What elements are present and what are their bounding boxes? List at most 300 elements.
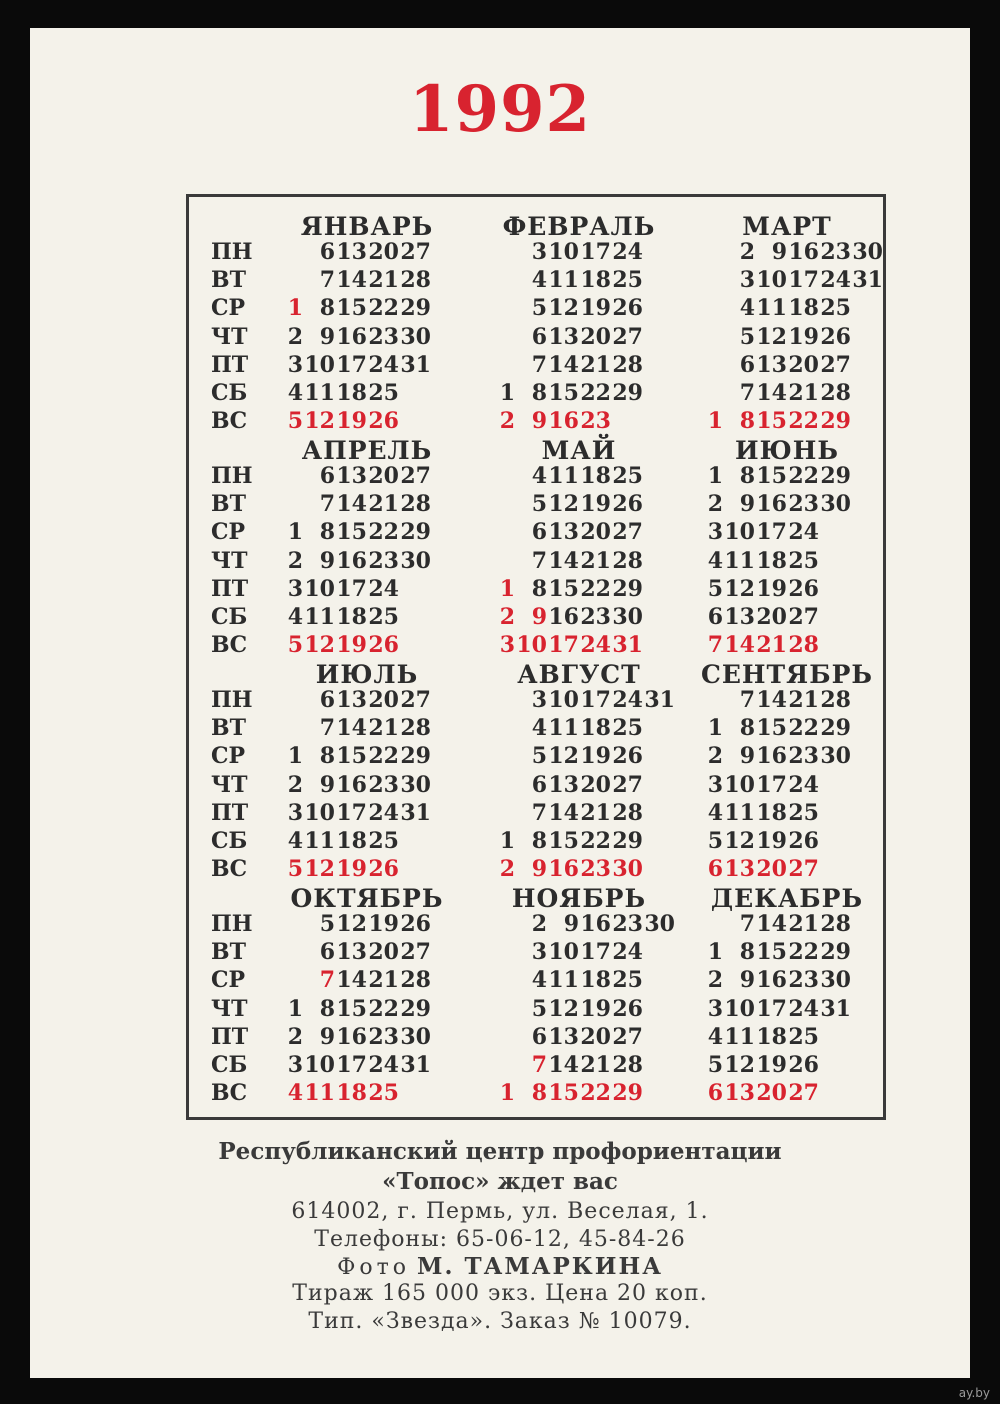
day-number: 5 (707, 828, 723, 854)
day-number: 23 (580, 408, 611, 435)
day-number: 25 (612, 715, 643, 742)
day-number: 13 (724, 856, 755, 883)
day-number: 7 (531, 799, 547, 826)
month-name: ДЕКАБРЬ (710, 884, 864, 913)
day-number: 26 (820, 323, 851, 350)
day-number: 20 (580, 771, 611, 798)
day-number: 5 (287, 408, 303, 435)
day-number: 27 (400, 463, 431, 489)
day-number: 16 (756, 743, 787, 770)
day-number: 8 (531, 380, 547, 406)
weekday-label: ВТ (211, 267, 246, 294)
day-number: 19 (580, 295, 611, 322)
day-number: 22 (788, 408, 819, 435)
day-number: 14 (756, 911, 787, 937)
day-number: 11 (724, 1023, 755, 1050)
day-number: 28 (400, 967, 431, 994)
day-number: 23 (788, 743, 819, 770)
day-number: 22 (788, 715, 819, 742)
day-number: 23 (580, 856, 611, 883)
day-number: 30 (612, 604, 643, 630)
day-number: 24 (788, 519, 819, 546)
day-number: 21 (788, 380, 819, 406)
weekday-label: ПТ (211, 575, 249, 602)
day-number: 16 (756, 967, 787, 994)
day-number: 25 (612, 267, 643, 294)
day-number: 27 (788, 856, 819, 883)
day-number: 26 (400, 911, 431, 937)
day-number: 10 (304, 575, 335, 602)
day-number: 18 (756, 1023, 787, 1050)
day-number: 19 (756, 575, 787, 602)
day-number: 11 (304, 380, 335, 406)
day-number: 6 (707, 604, 723, 630)
day-number: 18 (336, 828, 367, 854)
day-number: 3 (531, 239, 547, 265)
month-block (697, 211, 905, 437)
day-number: 2 (707, 491, 723, 518)
day-number: 1 (499, 380, 515, 406)
month-name: АВГУСТ (517, 660, 641, 689)
month-name: МАЙ (541, 436, 617, 465)
day-number: 24 (788, 995, 819, 1022)
day-number: 5 (287, 632, 303, 659)
day-number: 23 (788, 967, 819, 994)
day-number: 15 (336, 295, 367, 322)
day-number: 26 (788, 1052, 819, 1078)
day-number: 10 (304, 1052, 335, 1078)
month-block (277, 883, 453, 1109)
day-number: 8 (739, 939, 755, 966)
day-number: 16 (788, 239, 819, 265)
day-number: 25 (368, 828, 399, 854)
day-number: 5 (739, 323, 755, 350)
day-number: 5 (531, 995, 547, 1022)
day-number: 5 (707, 575, 723, 602)
month-name: НОЯБРЬ (511, 884, 647, 913)
day-number: 18 (336, 380, 367, 406)
day-number: 13 (336, 687, 367, 713)
month-name: СЕНТЯБРЬ (700, 660, 873, 689)
day-number: 1 (287, 743, 303, 770)
day-number: 2 (499, 856, 515, 883)
day-number: 11 (548, 463, 579, 489)
day-number: 6 (707, 1080, 723, 1107)
day-number: 27 (400, 239, 431, 265)
day-number: 4 (707, 1023, 723, 1050)
month-block (697, 883, 873, 1109)
day-number: 10 (724, 519, 755, 546)
day-number: 11 (304, 828, 335, 854)
day-number: 9 (319, 323, 335, 350)
day-number: 12 (724, 1052, 755, 1078)
day-number: 27 (788, 604, 819, 630)
day-number: 13 (756, 351, 787, 378)
day-number: 13 (548, 519, 579, 546)
weekday-label: ВТ (211, 715, 246, 742)
day-number: 11 (304, 1080, 335, 1107)
day-number: 9 (531, 856, 547, 883)
month-name: ОКТЯБРЬ (290, 884, 444, 913)
day-number: 10 (304, 351, 335, 378)
day-number: 4 (707, 547, 723, 574)
day-number: 10 (548, 939, 579, 966)
day-number: 31 (852, 267, 883, 294)
footer-photo-line (30, 1253, 970, 1282)
day-number: 3 (707, 771, 723, 798)
day-number: 21 (580, 351, 611, 378)
day-number: 11 (548, 715, 579, 742)
day-number: 27 (612, 1023, 643, 1050)
day-number: 4 (531, 267, 547, 294)
calendar-card (30, 28, 970, 1378)
day-number: 26 (612, 743, 643, 770)
day-number: 3 (531, 687, 547, 713)
day-number: 6 (531, 771, 547, 798)
day-number: 18 (580, 463, 611, 489)
day-number: 22 (580, 828, 611, 854)
day-number: 20 (368, 687, 399, 713)
day-number: 19 (580, 743, 611, 770)
day-number: 15 (548, 828, 579, 854)
weekday-label: ЧТ (211, 547, 248, 574)
day-number: 3 (287, 575, 303, 602)
day-number: 28 (400, 267, 431, 294)
weekday-label: СР (211, 295, 246, 322)
weekday-label: СР (211, 743, 246, 770)
day-number: 13 (336, 463, 367, 489)
day-number: 23 (612, 911, 643, 937)
day-number: 20 (756, 604, 787, 630)
weekday-label: ПТ (211, 799, 249, 826)
weekday-label: ВТ (211, 491, 246, 518)
quarter-row (189, 435, 889, 661)
day-number: 12 (548, 491, 579, 518)
day-number: 18 (788, 295, 819, 322)
day-number: 26 (612, 995, 643, 1022)
day-number: 11 (548, 967, 579, 994)
year-title: 1992 (408, 72, 592, 147)
footer-print-run-line: Тираж 165 000 экз. Цена 20 коп. (292, 1281, 708, 1306)
day-number: 6 (319, 463, 335, 489)
day-number: 28 (788, 632, 819, 659)
day-number: 22 (580, 575, 611, 602)
day-number: 13 (724, 604, 755, 630)
day-number: 20 (368, 939, 399, 966)
day-number: 1 (499, 575, 515, 602)
day-number: 5 (531, 491, 547, 518)
day-number: 4 (287, 380, 303, 406)
day-number: 22 (368, 995, 399, 1022)
day-number: 5 (319, 911, 335, 937)
day-number: 2 (707, 743, 723, 770)
day-number: 31 (400, 1052, 431, 1078)
day-number: 29 (820, 463, 851, 489)
day-number: 8 (531, 575, 547, 602)
day-number: 14 (548, 547, 579, 574)
day-number: 1 (287, 519, 303, 546)
day-number: 31 (644, 687, 675, 713)
day-number: 20 (756, 1080, 787, 1107)
day-number: 18 (580, 715, 611, 742)
day-number: 4 (739, 295, 755, 322)
day-number: 5 (287, 856, 303, 883)
day-number: 28 (820, 380, 851, 406)
weekday-label: ВС (211, 1080, 248, 1107)
day-number: 25 (612, 463, 643, 489)
day-number: 9 (531, 408, 547, 435)
day-number: 29 (400, 519, 431, 546)
day-number: 26 (612, 295, 643, 322)
day-number: 6 (319, 939, 335, 966)
day-number: 19 (336, 856, 367, 883)
day-number: 28 (612, 351, 643, 378)
watermark: ay.by (958, 1386, 990, 1400)
weekday-label: ВС (211, 856, 248, 883)
day-number: 21 (580, 1052, 611, 1078)
day-number: 20 (788, 351, 819, 378)
day-number: 12 (336, 911, 367, 937)
day-number: 26 (368, 408, 399, 435)
day-number: 9 (563, 911, 579, 937)
weekday-label: ВС (211, 632, 248, 659)
day-number: 24 (612, 687, 643, 713)
day-number: 2 (499, 604, 515, 630)
day-number: 10 (548, 687, 579, 713)
day-number: 20 (580, 1023, 611, 1050)
day-number: 8 (531, 1080, 547, 1107)
day-number: 11 (756, 295, 787, 322)
day-number: 2 (739, 239, 755, 265)
day-number: 4 (287, 604, 303, 630)
day-number: 21 (788, 911, 819, 937)
day-number: 13 (336, 939, 367, 966)
day-number: 23 (368, 323, 399, 350)
weekday-label: ПТ (211, 1023, 249, 1050)
weekday-label: ПН (211, 911, 253, 937)
day-number: 7 (319, 491, 335, 518)
day-number: 4 (531, 715, 547, 742)
day-number: 15 (336, 995, 367, 1022)
day-number: 23 (788, 491, 819, 518)
day-number: 26 (368, 632, 399, 659)
month-name: ЯНВАРЬ (300, 212, 434, 241)
day-number: 15 (756, 939, 787, 966)
day-number: 7 (531, 547, 547, 574)
day-number: 28 (820, 687, 851, 713)
day-number: 9 (531, 604, 547, 630)
day-number: 15 (756, 463, 787, 489)
footer-address-line: 614002, г. Пермь, ул. Веселая, 1. (291, 1199, 709, 1224)
day-number: 11 (724, 547, 755, 574)
day-number: 29 (400, 995, 431, 1022)
day-number: 29 (612, 1080, 643, 1107)
day-number: 26 (612, 491, 643, 518)
day-number: 2 (707, 967, 723, 994)
day-number: 12 (548, 743, 579, 770)
weekday-label: СР (211, 519, 246, 546)
day-number: 14 (548, 351, 579, 378)
day-number: 19 (756, 1052, 787, 1078)
day-number: 7 (531, 351, 547, 378)
day-number: 10 (724, 771, 755, 798)
day-number: 20 (580, 323, 611, 350)
day-number: 8 (739, 463, 755, 489)
day-number: 22 (580, 1080, 611, 1107)
day-number: 17 (336, 799, 367, 826)
day-number: 24 (368, 1052, 399, 1078)
day-number: 21 (788, 687, 819, 713)
day-number: 6 (531, 519, 547, 546)
day-number: 6 (739, 351, 755, 378)
day-number: 18 (336, 1080, 367, 1107)
day-number: 23 (820, 239, 851, 265)
weekday-label: ЧТ (211, 771, 248, 798)
day-number: 19 (336, 408, 367, 435)
day-number: 22 (580, 380, 611, 406)
day-number: 13 (548, 1023, 579, 1050)
day-number: 1 (707, 408, 723, 435)
month-name: ИЮЛЬ (315, 660, 419, 689)
day-number: 1 (287, 995, 303, 1022)
day-number: 24 (368, 799, 399, 826)
day-number: 25 (368, 604, 399, 630)
day-number: 3 (287, 351, 303, 378)
day-number: 9 (739, 491, 755, 518)
day-number: 25 (368, 1080, 399, 1107)
day-number: 14 (756, 380, 787, 406)
day-number: 21 (580, 799, 611, 826)
day-number: 7 (739, 911, 755, 937)
day-number: 30 (612, 856, 643, 883)
day-number: 15 (336, 519, 367, 546)
day-number: 10 (548, 239, 579, 265)
footer-phones-line: Телефоны: 65-06-12, 45-84-26 (314, 1227, 686, 1252)
day-number: 14 (336, 491, 367, 518)
day-number: 14 (548, 799, 579, 826)
day-number: 29 (400, 295, 431, 322)
day-number: 23 (368, 771, 399, 798)
day-number: 28 (820, 911, 851, 937)
day-number: 17 (580, 687, 611, 713)
day-number: 8 (739, 408, 755, 435)
weekday-label: ЧТ (211, 323, 248, 350)
day-number: 3 (707, 995, 723, 1022)
day-number: 6 (531, 1023, 547, 1050)
day-number: 17 (756, 519, 787, 546)
day-number: 7 (707, 632, 723, 659)
day-number: 18 (580, 967, 611, 994)
day-number: 4 (287, 1080, 303, 1107)
day-number: 25 (612, 967, 643, 994)
day-number: 17 (336, 575, 367, 602)
day-number: 30 (852, 239, 883, 265)
day-number: 21 (368, 715, 399, 742)
day-number: 1 (707, 939, 723, 966)
day-number: 24 (788, 771, 819, 798)
month-block (489, 435, 665, 661)
footer-printer-line: Тип. «Звезда». Заказ № 10079. (308, 1309, 692, 1334)
day-number: 7 (739, 687, 755, 713)
day-number: 7 (319, 715, 335, 742)
day-number: 23 (368, 1023, 399, 1050)
day-number: 30 (820, 743, 851, 770)
month-block (489, 211, 665, 437)
weekday-label: ПН (211, 687, 253, 713)
day-number: 22 (368, 519, 399, 546)
day-number: 6 (319, 239, 335, 265)
day-number: 24 (820, 267, 851, 294)
day-number: 15 (336, 743, 367, 770)
day-number: 29 (612, 828, 643, 854)
day-number: 5 (531, 743, 547, 770)
day-number: 29 (820, 939, 851, 966)
day-number: 21 (368, 267, 399, 294)
day-number: 20 (368, 239, 399, 265)
day-number: 14 (336, 715, 367, 742)
day-number: 12 (724, 828, 755, 854)
month-name: ФЕВРАЛЬ (502, 212, 656, 241)
day-number: 26 (788, 828, 819, 854)
day-number: 27 (400, 939, 431, 966)
day-number: 20 (756, 856, 787, 883)
day-number: 11 (548, 267, 579, 294)
day-number: 27 (612, 323, 643, 350)
day-number: 8 (319, 519, 335, 546)
day-number: 1 (707, 463, 723, 489)
day-number: 19 (788, 323, 819, 350)
day-number: 2 (287, 771, 303, 798)
day-number: 28 (400, 715, 431, 742)
day-number: 2 (287, 1023, 303, 1050)
day-number: 16 (548, 856, 579, 883)
day-number: 7 (319, 267, 335, 294)
day-number: 21 (368, 967, 399, 994)
day-number: 6 (531, 323, 547, 350)
day-number: 10 (724, 995, 755, 1022)
day-number: 7 (319, 967, 335, 994)
day-number: 9 (771, 239, 787, 265)
day-number: 15 (548, 575, 579, 602)
day-number: 10 (516, 632, 547, 659)
footer-slogan-line: «Топос» ждет вас (382, 1168, 618, 1195)
day-number: 29 (820, 408, 851, 435)
day-number: 17 (788, 267, 819, 294)
day-number: 22 (368, 295, 399, 322)
day-number: 23 (368, 547, 399, 574)
day-number: 2 (499, 408, 515, 435)
day-number: 20 (368, 463, 399, 489)
day-number: 16 (580, 911, 611, 937)
month-name: ИЮНЬ (734, 436, 840, 465)
day-number: 6 (707, 856, 723, 883)
weekday-label: СБ (211, 604, 248, 630)
day-number: 9 (739, 967, 755, 994)
day-number: 19 (336, 632, 367, 659)
day-number: 16 (336, 1023, 367, 1050)
weekday-label: ВС (211, 408, 248, 435)
weekday-label: ЧТ (211, 995, 248, 1022)
day-number: 19 (580, 491, 611, 518)
day-number: 4 (707, 799, 723, 826)
weekday-label: СБ (211, 1052, 248, 1078)
day-number: 20 (580, 519, 611, 546)
month-name: АПРЕЛЬ (301, 436, 433, 465)
day-number: 11 (304, 604, 335, 630)
day-number: 3 (287, 1052, 303, 1078)
day-number: 10 (304, 799, 335, 826)
day-number: 1 (707, 715, 723, 742)
